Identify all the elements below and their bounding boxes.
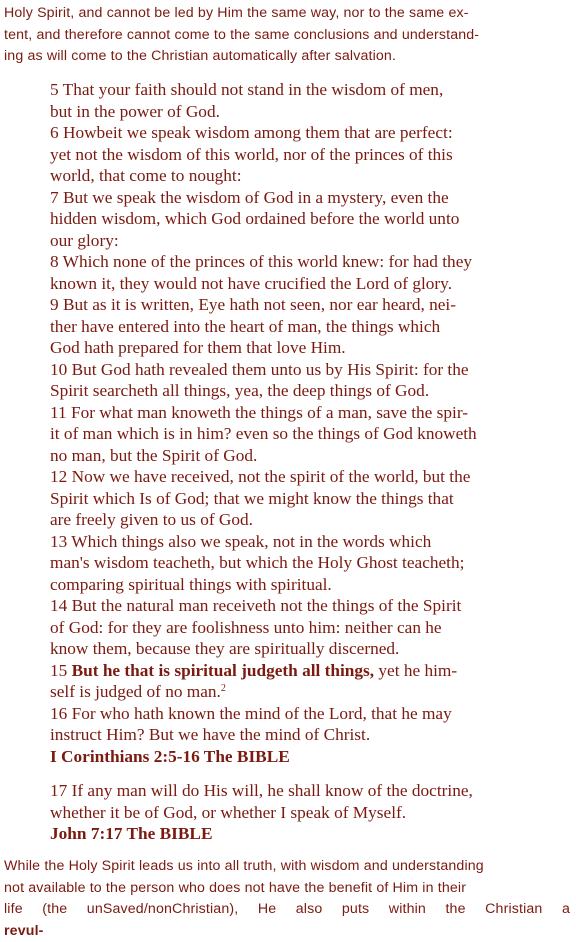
verse-line: man's wisdom teacheth, but which the Holy Ghost teacheth; bbox=[50, 553, 465, 572]
paragraph-line: ing as will come to the Christian automatically after salvation. bbox=[4, 48, 397, 64]
emphasized-text: But he that is spiritual judgeth all things, bbox=[71, 660, 375, 680]
verse-line: known it, they would not have crucified the Lord of glory. bbox=[50, 273, 453, 293]
verse-line: 8 Which none of the princes of this world knew: for had they bbox=[50, 252, 473, 271]
footnote-marker[interactable]: 2 bbox=[220, 683, 226, 694]
verse-line: comparing spiritual things with spiritual. bbox=[50, 574, 332, 594]
verse-line: our glory: bbox=[50, 230, 119, 250]
paragraph-line: While the Holy Spirit leads us into all truth, with wisdom and understanding bbox=[4, 858, 484, 874]
verse-line: God hath prepared for them that love Him. bbox=[50, 338, 346, 357]
verse-line: of God: for they are foolishness unto him: neither can he bbox=[50, 617, 442, 637]
verse-line: 6 Howbeit we speak wisdom among them that are perfect: bbox=[50, 123, 453, 142]
verse-text: self is judged of no man. bbox=[50, 682, 221, 701]
verse-line: hidden wisdom, which God ordained before the world unto bbox=[50, 209, 460, 228]
citation-reference: John 7:17 The BIBLE bbox=[50, 824, 213, 843]
paragraph-line: Holy Spirit, and cannot be led by Him the same way, nor to the same ex- bbox=[4, 5, 469, 21]
paragraph-line bbox=[4, 899, 570, 942]
verse-line: it of man which is in him? even so the things of God knoweth bbox=[50, 424, 477, 443]
verse-line: 10 But God hath revealed them unto us by His Spirit: for the bbox=[50, 359, 469, 379]
paragraph-text: life (the unSaved/nonChristian), He also puts within the Christian a bbox=[4, 901, 570, 917]
verse-line: whether it be of God, or whether I speak of Myself. bbox=[50, 802, 407, 822]
verse-line: ther have entered into the heart of man, the things which bbox=[50, 316, 441, 336]
citation-reference: I Corinthians 2:5-16 The BIBLE bbox=[50, 746, 290, 766]
verse-line: 13 Which things also we speak, not in the words which bbox=[50, 531, 432, 551]
scripture-quote-corinthians bbox=[50, 79, 570, 767]
verse-line: world, that come to nought: bbox=[50, 166, 242, 185]
paragraph-line: not available to the person who does not have the benefit of Him in their bbox=[4, 879, 467, 896]
verse-text: yet he him- bbox=[374, 660, 458, 680]
verse-line: no man, but the Spirit of God. bbox=[50, 445, 258, 465]
verse-line: 12 Now we have received, not the spirit of the world, but the bbox=[50, 467, 471, 486]
verse-line: 17 If any man will do His will, he shall know of the doctrine, bbox=[50, 781, 473, 800]
verse-line: 16 For who hath known the mind of the Lord, that he may bbox=[50, 703, 452, 723]
verse-line: Spirit which Is of God; that we might know the things that bbox=[50, 488, 454, 508]
verse-line: 14 But the natural man receiveth not the things of the Spirit bbox=[50, 596, 462, 615]
intro-paragraph bbox=[4, 3, 570, 68]
verse-line: 9 But as it is written, Eye hath not seen, nor ear heard, nei- bbox=[50, 295, 456, 314]
verse-number: 15 bbox=[50, 660, 72, 680]
verse-line: are freely given to us of God. bbox=[50, 510, 253, 529]
verse-line: instruct Him? But we have the mind of Christ. bbox=[50, 725, 371, 744]
emphasized-text: revul- bbox=[4, 922, 44, 939]
verse-15-line bbox=[50, 660, 570, 682]
paragraph-line: tent, and therefore cannot come to the same conclusions and understand- bbox=[4, 26, 480, 43]
verse-line: but in the power of God. bbox=[50, 101, 220, 121]
closing-paragraph bbox=[4, 856, 570, 942]
verse-line: know them, because they are spiritually discerned. bbox=[50, 639, 400, 658]
verse-line: yet not the wisdom of this world, nor of the princes of this bbox=[50, 144, 453, 164]
verse-15-line bbox=[50, 681, 570, 703]
verse-line: 7 But we speak the wisdom of God in a mystery, even the bbox=[50, 187, 449, 207]
verse-line: 11 For what man knoweth the things of a man, save the spir- bbox=[50, 402, 468, 422]
scripture-quote-john bbox=[50, 780, 570, 845]
verse-line: Spirit searcheth all things, yea, the deep things of God. bbox=[50, 381, 430, 400]
verse-line: 5 That your faith should not stand in the wisdom of men, bbox=[50, 80, 444, 99]
